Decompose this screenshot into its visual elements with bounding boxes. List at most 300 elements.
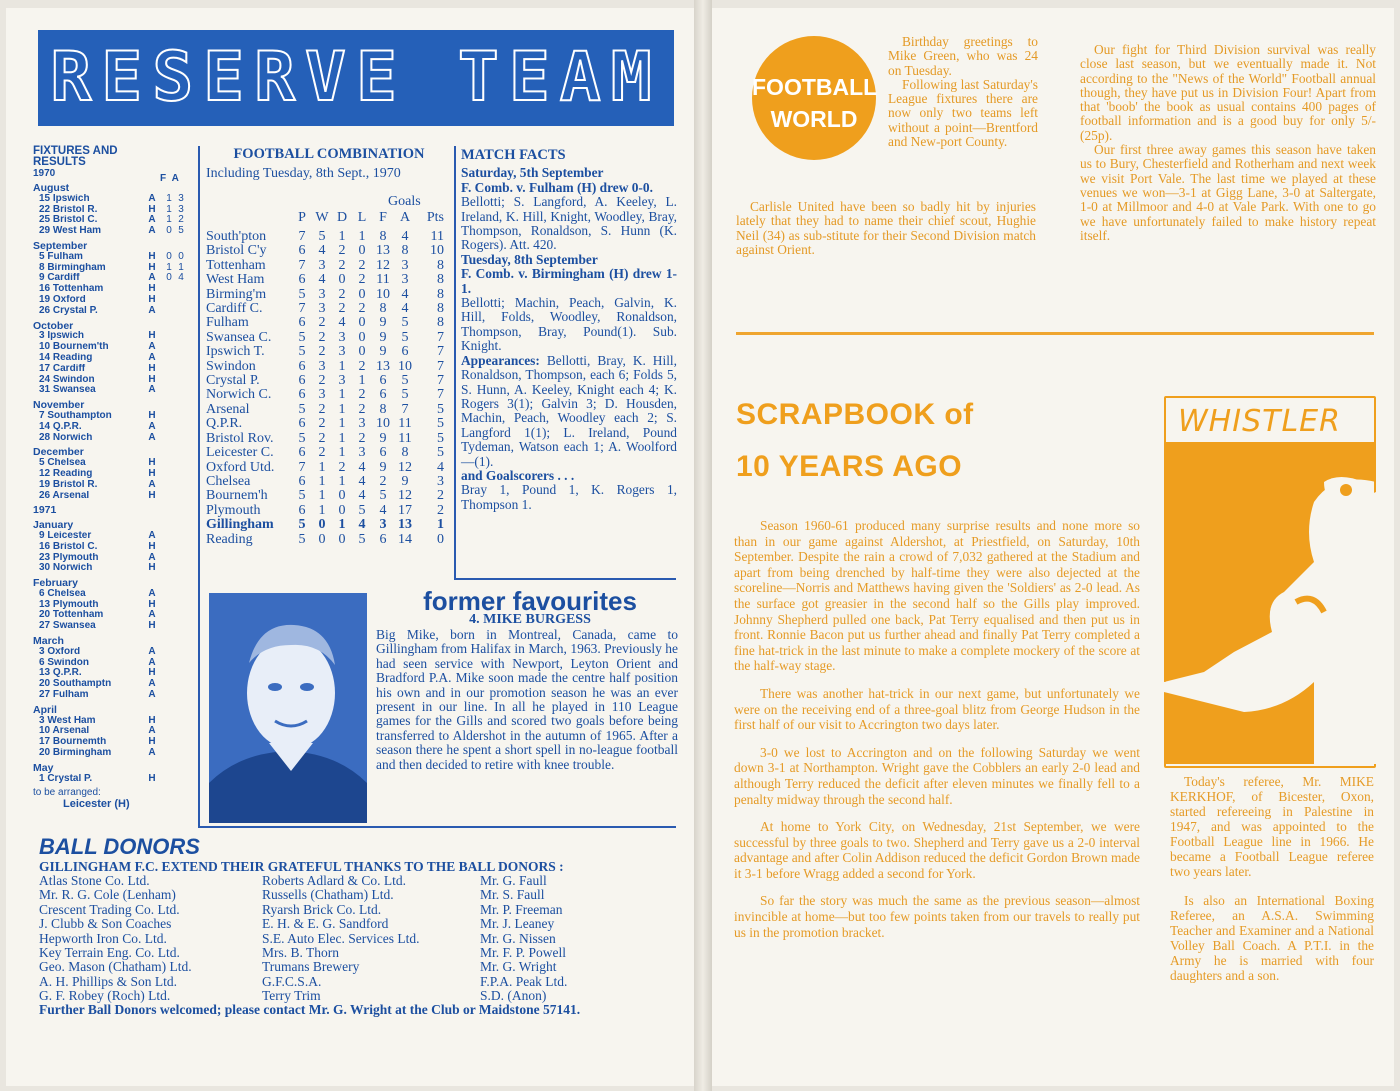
fixtures-heading-1: FIXTURES AND	[33, 145, 118, 157]
donor-name: G.F.C.S.A.	[262, 973, 322, 989]
donors-column-1	[39, 874, 192, 1004]
section-divider	[736, 332, 1374, 335]
fixture-opponent: 31 Swansea	[39, 385, 96, 396]
col-f: F	[379, 210, 387, 225]
fixture-venue: H	[148, 736, 156, 748]
table-cell-w: 2	[318, 445, 326, 461]
fixture-venue: A	[148, 678, 156, 690]
fixture-score-for	[163, 553, 175, 564]
fixture-row	[33, 610, 195, 621]
table-cell-team: Oxford Utd.	[206, 459, 275, 475]
reserve-team-banner	[38, 30, 674, 126]
fixture-score-for	[163, 480, 175, 491]
table-cell-f: 10	[376, 286, 390, 302]
table-cell-pts: 8	[437, 257, 444, 273]
scrapbook-body	[734, 518, 1140, 952]
table-cell-l: 2	[358, 301, 366, 317]
fixture-score-against: 4	[178, 272, 184, 284]
fixture-venue: H	[148, 362, 156, 374]
football-world-logo	[752, 36, 876, 160]
donor-name: Russells (Chatham) Ltd.	[262, 887, 394, 903]
col-l: L	[357, 210, 367, 225]
table-row	[206, 244, 444, 258]
table-cell-p: 5	[298, 286, 306, 302]
donor-name: Mr. P. Freeman	[480, 901, 563, 917]
fixture-score-for: 0	[166, 250, 172, 262]
birthday-note: Birthday greetings to Mike Green, who was 24 on Tuesday.	[888, 34, 1038, 78]
table-cell-l: 2	[358, 401, 366, 417]
fixture-opponent: 5 Fulham	[39, 251, 83, 262]
table-cell-a: 8	[401, 445, 409, 461]
fixture-venue: A	[148, 351, 156, 363]
away-games-note: Our first three away games this season have taken us to Bury, Chesterfield and Rotherham and next week we visit Port Vale. The last time we played at these venues we won—3-1 at Gigg Lane, 3-0 at Saltergate, 1-0 at Millmoor and 4-0 at Vale Park. With one to go we have unfortunately failed to make history repeat itself.	[1080, 142, 1376, 243]
fixture-score-for	[163, 342, 175, 353]
facts-heading-3: Tuesday, 8th September	[461, 251, 598, 267]
table-cell-pts: 5	[437, 401, 444, 417]
facts-goalscorers-label: and Goalscorers . . .	[461, 467, 575, 483]
fixture-opponent: 13 Plymouth	[39, 599, 99, 610]
table-cell-w: 0	[318, 531, 326, 547]
fixture-score-against	[175, 353, 187, 364]
fixture-row	[33, 621, 195, 632]
table-cell-pts: 5	[437, 445, 444, 461]
fixtures-month-heading: February	[33, 577, 78, 590]
fixture-venue: H	[148, 467, 156, 479]
table-cell-team: West Ham	[206, 272, 265, 288]
fixture-venue: H	[148, 772, 156, 784]
fixture-opponent: 20 Southamptn	[39, 679, 112, 690]
football-world-column-1b	[736, 200, 1036, 257]
combination-title: FOOTBALL COMBINATION	[233, 146, 425, 162]
fixture-score-for	[163, 589, 175, 600]
fixture-row	[33, 480, 195, 491]
fixture-score-for	[163, 375, 175, 386]
fixture-score-for	[163, 469, 175, 480]
fixture-row	[33, 491, 195, 502]
table-cell-l: 2	[358, 272, 366, 288]
fixtures-list	[33, 146, 195, 810]
fixture-row	[33, 364, 195, 375]
table-cell-w: 0	[318, 517, 326, 533]
table-cell-w: 2	[318, 373, 326, 389]
fixture-score-against	[175, 563, 187, 574]
table-row	[206, 461, 444, 475]
fixture-row	[33, 295, 195, 306]
fixture-row	[33, 284, 195, 295]
donor-name: Mr. F. P. Powell	[480, 945, 566, 961]
donor-name: Mr. J. Leaney	[480, 916, 555, 932]
table-row	[206, 417, 444, 431]
table-cell-w: 3	[318, 387, 326, 403]
table-cell-p: 6	[298, 243, 306, 259]
table-cell-d: 1	[338, 517, 346, 533]
fixture-venue: H	[148, 457, 156, 469]
fixture-venue: A	[148, 384, 156, 396]
fixtures-month-heading: January	[33, 519, 74, 532]
table-row	[206, 316, 444, 330]
scrapbook-title-1: SCRAPBOOK of	[736, 398, 974, 431]
table-row	[206, 518, 444, 532]
table-cell-l: 5	[358, 531, 366, 547]
fixture-score-against: 3	[178, 192, 184, 204]
left-page	[6, 8, 694, 1086]
table-cell-l: 4	[358, 459, 366, 475]
fixtures-month-heading: 1971	[33, 504, 57, 517]
table-cell-pts: 11	[430, 229, 444, 244]
whistler-panel	[1164, 396, 1376, 768]
fixture-opponent: 22 Bristol R.	[39, 204, 98, 215]
donor-name: Atlas Stone Co. Ltd.	[39, 873, 150, 888]
table-cell-f: 6	[379, 387, 387, 403]
table-cell-a: 6	[401, 344, 409, 360]
fixture-venue: A	[148, 341, 156, 353]
table-cell-w: 1	[318, 488, 326, 504]
table-cell-a: 4	[401, 301, 409, 317]
fixture-opponent: 8 Birmingham	[39, 262, 106, 273]
fixture-score-against: 1	[178, 261, 184, 273]
table-cell-p: 7	[298, 301, 306, 317]
fixture-venue: H	[148, 714, 156, 726]
table-cell-a: 8	[401, 243, 409, 259]
donor-name: Mr. G. Nissen	[480, 930, 556, 946]
fixture-score-for	[163, 621, 175, 632]
fixture-venue: H	[148, 373, 156, 385]
table-cell-a: 12	[398, 488, 412, 504]
table-cell-a: 17	[398, 502, 412, 518]
table-row	[206, 533, 444, 547]
fixture-row	[33, 226, 195, 237]
fixture-score-for: 1	[166, 261, 172, 273]
fixtures-heading-2: RESULTS	[33, 156, 86, 168]
table-cell-team: Fulham	[206, 315, 249, 331]
table-cell-p: 5	[298, 344, 306, 360]
fixture-venue: A	[148, 689, 156, 701]
table-cell-d: 1	[338, 445, 346, 461]
football-world-line1: FOOTBALL	[752, 74, 878, 100]
table-cell-w: 1	[318, 502, 326, 518]
table-cell-a: 13	[398, 517, 412, 533]
table-cell-f: 6	[379, 445, 387, 461]
rule-vertical-2	[454, 146, 456, 578]
fixtures-arranged-value: Leicester (H)	[63, 798, 130, 811]
table-cell-f: 6	[379, 531, 387, 547]
fixture-score-against	[175, 690, 187, 701]
donor-name: Crescent Trading Co. Ltd.	[39, 901, 180, 917]
fixture-row	[33, 273, 195, 284]
fixtures-month-heading: October	[33, 319, 74, 332]
table-cell-p: 7	[298, 257, 306, 273]
donor-name: A. H. Phillips & Son Ltd.	[39, 973, 178, 989]
table-cell-team: Gillingham	[206, 517, 274, 533]
fixture-venue: A	[148, 478, 156, 490]
table-cell-d: 2	[338, 301, 346, 317]
table-cell-pts: 2	[437, 488, 444, 504]
table-cell-pts: 8	[437, 286, 444, 302]
table-cell-pts: 4	[437, 459, 444, 475]
fixtures-month-heading: December	[33, 446, 84, 459]
football-world-column-1a	[888, 35, 1038, 149]
table-cell-a: 5	[401, 387, 409, 403]
fixture-opponent: 3 Ipswich	[39, 331, 85, 342]
fixture-venue: A	[148, 272, 156, 284]
fixture-score-for	[163, 647, 175, 658]
table-cell-d: 0	[338, 488, 346, 504]
fixture-score-against	[175, 774, 187, 785]
donor-name: Key Terrain Eng. Co. Ltd.	[39, 945, 180, 961]
donor-name: Mr. G. Wright	[480, 959, 557, 975]
table-cell-a: 11	[398, 416, 412, 432]
fixture-row	[33, 563, 195, 574]
survival-note: Our fight for Third Division survival was really close last season, but we eventually made it. Not according to the "News of the World" Football annual though, they have put us in Division Four! Apart from that 'boob' the book as usual contains 400 pages of football information and is a good buy for only 5/- (25p).	[1080, 42, 1376, 143]
table-cell-d: 1	[338, 387, 346, 403]
table-row	[206, 302, 444, 316]
fixture-score-against	[175, 531, 187, 542]
rule-horizontal-2	[198, 826, 676, 828]
fixture-venue: A	[148, 587, 156, 599]
fixture-row	[33, 531, 195, 542]
fixture-opponent: 29 West Ham	[39, 226, 102, 237]
fixture-row	[33, 542, 195, 553]
table-cell-w: 2	[318, 401, 326, 417]
fixture-venue: A	[148, 609, 156, 621]
table-cell-team: Birming'm	[206, 286, 267, 302]
match-facts-title: MATCH FACTS	[461, 147, 566, 163]
table-cell-d: 0	[338, 502, 346, 518]
donors-column-3	[480, 874, 567, 1004]
fixtures-month-heading: August	[33, 182, 70, 194]
fixture-opponent: 10 Bournem'th	[39, 342, 109, 353]
table-cell-a: 7	[401, 401, 409, 417]
table-cell-w: 5	[318, 229, 326, 244]
table-cell-a: 11	[398, 430, 412, 446]
fixture-score-for: 1	[166, 214, 172, 226]
referee-paragraph-1: Today's referee, Mr. MIKE KERKHOF, of Bicester, Oxon, started refereeing in Palestine in 1947, and was appointed to the Football League line in 1966. He became a Football League referee two years later.	[1170, 774, 1374, 879]
table-cell-p: 6	[298, 387, 306, 403]
fixture-row	[33, 342, 195, 353]
fixture-venue: A	[148, 214, 156, 226]
table-cell-pts: 5	[437, 416, 444, 432]
fixture-opponent: 16 Tottenham	[39, 284, 104, 295]
table-cell-a: 10	[398, 358, 412, 374]
fixture-venue: A	[148, 192, 156, 204]
table-cell-w: 2	[318, 315, 326, 331]
fixtures-month-heading: March	[33, 635, 64, 648]
fixture-opponent: 9 Cardiff	[39, 273, 80, 284]
table-cell-d: 1	[338, 473, 346, 489]
fixture-row	[33, 306, 195, 317]
fixture-score-for	[163, 600, 175, 611]
table-cell-w: 3	[318, 286, 326, 302]
donor-name: S.D. (Anon)	[480, 988, 547, 1004]
fixture-venue: H	[148, 203, 156, 215]
fixture-opponent: 23 Plymouth	[39, 552, 99, 563]
ball-donors-thanks: GILLINGHAM F.C. EXTEND THEIR GRATEFUL THANKS TO THE BALL DONORS :	[39, 859, 564, 874]
fixtures-month-heading: September	[33, 239, 88, 252]
table-row	[206, 345, 444, 359]
fixture-venue: H	[148, 562, 156, 574]
fixture-venue: A	[148, 225, 156, 237]
fixture-opponent: 15 Ipswich	[39, 193, 90, 204]
fixture-row	[33, 600, 195, 611]
fixture-opponent: 6 Chelsea	[39, 588, 86, 599]
rule-horizontal-1	[454, 578, 676, 580]
table-cell-a: 5	[401, 329, 409, 345]
right-page	[712, 8, 1394, 1086]
table-cell-a: 12	[398, 459, 412, 475]
fixture-score-against	[175, 679, 187, 690]
fixture-opponent: 9 Leicester	[39, 530, 92, 541]
table-cell-team: Bournem'h	[206, 488, 268, 504]
fixture-score-for	[163, 679, 175, 690]
donor-name: Trumans Brewery	[262, 959, 360, 975]
table-cell-d: 1	[338, 430, 346, 446]
fixture-score-against	[175, 610, 187, 621]
fixture-score-against	[175, 553, 187, 564]
table-cell-f: 9	[379, 430, 387, 446]
table-row	[206, 259, 444, 273]
scrapbook-paragraph-5: So far the story was much the same as the previous season—almost invincible at home—but too few points taken from our travels to really put us in the promotion bracket.	[734, 893, 1140, 940]
fixture-row	[33, 458, 195, 469]
fixture-score-for	[163, 331, 175, 342]
fixture-opponent: 16 Bristol C.	[39, 541, 98, 552]
table-cell-p: 7	[298, 459, 306, 475]
fixture-score-against	[175, 647, 187, 658]
fixture-venue: H	[148, 489, 156, 501]
fixtures-note: Following last Saturday's League fixtures there are now only two teams left without a point—Brentford and New-port County.	[888, 76, 1038, 150]
fixture-score-against	[175, 737, 187, 748]
fixture-row	[33, 353, 195, 364]
table-cell-l: 2	[358, 387, 366, 403]
donor-name: Terry Trim	[262, 988, 321, 1004]
fixture-score-against	[175, 589, 187, 600]
table-cell-d: 0	[338, 531, 346, 547]
fixtures-months	[33, 183, 195, 784]
table-row	[206, 230, 444, 244]
fixture-venue: H	[148, 409, 156, 421]
fixture-score-for: 1	[166, 192, 172, 204]
table-cell-w: 3	[318, 257, 326, 273]
table-cell-f: 3	[379, 517, 387, 533]
table-cell-d: 1	[338, 401, 346, 417]
table-cell-l: 0	[358, 344, 366, 360]
facts-appearances: Bellotti, Bray, K. Hill, Ronaldson, Thompson, each 6; Folds 5, S. Hunn, A. Keeley, Knight each 4; K. Rogers 3(1); Galvin 3; D. Housden, Machin, Peach, Woodley each 2; S. Langford 1(1); L. Ireland, Pound Tydeman, Watson each 1; A. Woolford—(1).	[461, 352, 677, 469]
table-cell-l: 2	[358, 430, 366, 446]
table-cell-f: 5	[379, 488, 387, 504]
fixture-opponent: 14 Reading	[39, 352, 93, 363]
fixture-score-against: 3	[178, 203, 184, 215]
table-cell-w: 3	[318, 358, 326, 374]
table-cell-pts: 7	[437, 358, 444, 374]
table-cell-f: 4	[379, 502, 387, 518]
table-cell-p: 5	[298, 430, 306, 446]
table-cell-w: 4	[318, 272, 326, 288]
table-cell-p: 5	[298, 531, 306, 547]
table-cell-l: 0	[358, 315, 366, 331]
fixture-opponent: 26 Crystal P.	[39, 305, 98, 316]
fixture-score-for	[163, 690, 175, 701]
fixture-score-for	[163, 422, 175, 433]
whistler-title: WHISTLER	[1178, 404, 1341, 439]
donors-column-2	[262, 874, 419, 1004]
ball-donors-title: BALL DONORS	[39, 834, 200, 859]
fixture-score-for	[163, 385, 175, 396]
table-row	[206, 288, 444, 302]
former-favourites-body: Big Mike, born in Montreal, Canada, came to Gillingham from Halifax in March, 1963. Previously he had seen service with Newport, Leyton Orient and Bradford P.A. Mike soon made the centre half position his own and in our promotion season he was an ever present in our line. In all he played in 110 League games for the Gills and scored two goals before being transferred to Aldershot in the autumn of 1965. After a season there he spent a short spell in no-league football and then decided to retire with knee trouble.	[376, 627, 678, 772]
fixture-opponent: 14 Q.P.R.	[39, 421, 82, 432]
table-cell-pts: 8	[437, 272, 444, 288]
table-cell-a: 14	[398, 531, 412, 547]
fixture-row	[33, 385, 195, 396]
table-cell-team: Cardiff C.	[206, 301, 263, 317]
fixture-score-against	[175, 306, 187, 317]
table-row	[206, 374, 444, 388]
fixture-score-against	[175, 748, 187, 759]
fixture-venue: A	[148, 304, 156, 316]
table-cell-f: 13	[376, 358, 390, 374]
fixture-score-against	[175, 433, 187, 444]
fixture-venue: A	[148, 420, 156, 432]
table-cell-a: 3	[401, 272, 409, 288]
fixture-row	[33, 748, 195, 759]
scrapbook-paragraph-1: Season 1960-61 produced many surprise results and none more so than in our game against Aldershot, at Priestfield, on Saturday, 10th September. Despite the rain a crowd of 7,032 gathered at the Stadium and apart from being drenched by half-time they were also dejected at the scoreline—Norris and Matthews having given the 'Soldiers' as 2-0 lead. As the surface got greasier in the second half so the Gills play improved. Johnny Shepherd pulled one back, Pat Terry equalised and then put us in front. Ronnie Bacon put us further ahead and finally Pat Terry completed a fine hat-trick in the last minute to make a complete mockery of the score at the half-way stage.	[734, 518, 1140, 674]
fixture-score-against	[175, 658, 187, 669]
table-cell-team: Bristol C'y	[206, 243, 267, 259]
fixture-score-against	[175, 542, 187, 553]
fixture-row	[33, 658, 195, 669]
referee-profile	[1170, 774, 1374, 997]
fixture-score-for	[163, 563, 175, 574]
fixture-score-against	[175, 411, 187, 422]
donor-name: Mrs. B. Thorn	[262, 945, 340, 961]
donor-name: Mr. R. G. Cole (Lenham)	[39, 887, 176, 903]
table-cell-l: 3	[358, 445, 366, 461]
table-cell-team: Swindon	[206, 358, 256, 374]
fixture-score-for	[163, 284, 175, 295]
fixture-venue: H	[148, 620, 156, 632]
table-cell-pts: 7	[437, 344, 444, 360]
donor-name: Roberts Adlard & Co. Ltd.	[262, 873, 406, 888]
fixture-score-for	[163, 542, 175, 553]
fixture-venue: A	[148, 725, 156, 737]
table-cell-l: 0	[358, 329, 366, 345]
fixture-venue: A	[148, 656, 156, 668]
table-cell-d: 2	[338, 243, 346, 259]
table-cell-l: 3	[358, 416, 366, 432]
fixture-score-for	[163, 491, 175, 502]
table-cell-team: Reading	[206, 531, 253, 547]
fixture-score-for	[163, 658, 175, 669]
fixture-opponent: 6 Swindon	[39, 657, 89, 668]
fixture-row	[33, 194, 195, 205]
col-pts: Pts	[426, 210, 444, 225]
table-cell-f: 9	[379, 315, 387, 331]
table-cell-a: 4	[401, 229, 409, 244]
donor-name: E. H. & E. G. Sandford	[262, 916, 389, 932]
table-cell-w: 2	[318, 416, 326, 432]
fixture-score-for	[163, 748, 175, 759]
table-cell-p: 6	[298, 416, 306, 432]
former-favourites-title: former favourites	[423, 586, 637, 616]
table-cell-a: 9	[401, 473, 409, 489]
fixture-venue: H	[148, 283, 156, 295]
carlisle-note: Carlisle United have been so badly hit by injuries lately that they had to name their chief scout, Hughie Neil (34) as sub-stitute for their Second Division match against Orient.	[736, 199, 1036, 257]
fixture-venue: H	[148, 598, 156, 610]
fixture-venue: H	[148, 667, 156, 679]
fixture-score-against	[175, 364, 187, 375]
donor-name: G. F. Robey (Roch) Ltd.	[39, 988, 171, 1004]
fixture-venue: A	[148, 529, 156, 541]
table-cell-team: Bristol Rov.	[206, 430, 274, 446]
